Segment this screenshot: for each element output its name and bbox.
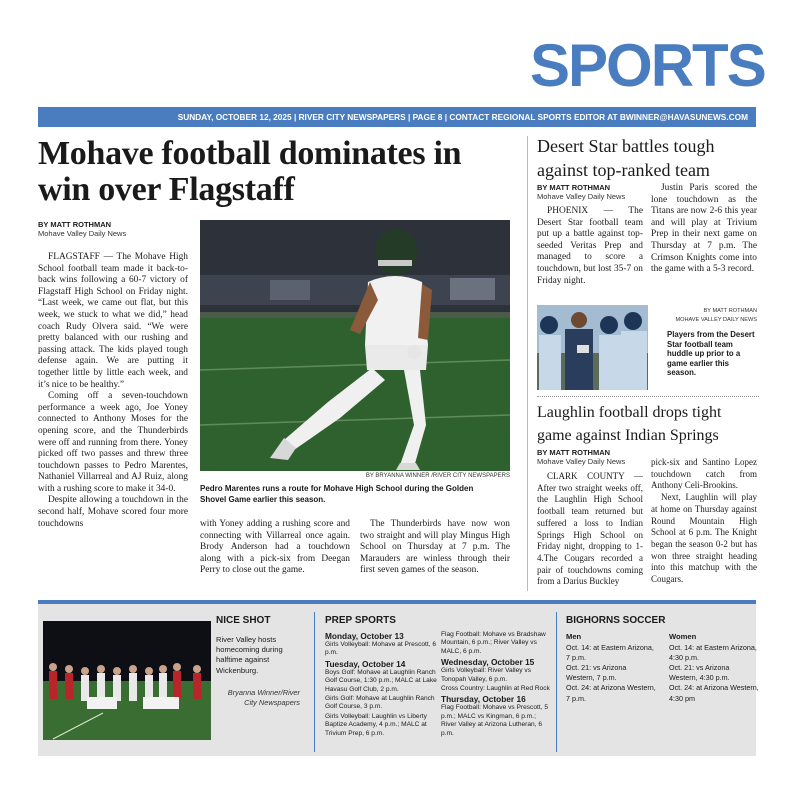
side-story-2-text-3: Next, Laughlin will play at home on Thursday against Round Mountain High School at 6 p.m. The Knight began the season 0-2 but has won three straight heading into this matchup with the Cougars.: [651, 492, 757, 585]
main-story-column-1: [38, 252, 188, 530]
main-photo-football-player: [200, 220, 510, 471]
soccer-game: Oct. 24: at Arizona Western, 7 p.m.: [566, 683, 656, 703]
side-story-1-column-1: [537, 206, 643, 287]
prep-event: Girls Golf: Mohave at Laughlin Ranch Golf Course, 3 p.m.: [325, 695, 435, 711]
side-story-1-text-2: Justin Paris scored the lone touchdown as the Titans are now 2-6 this year and will play at Trivium Prep in their next game on Thursday at 7 p.m. The Crimson Knights come into the game with a 5-3 record.: [651, 183, 757, 275]
side-story-2-affiliation: Mohave Valley Daily News: [537, 457, 626, 466]
prep-event: Flag Football: Mohave vs Prescott, 5 p.m.; MALC vs Kingman, 6 p.m.; River Valley at Arizona Lutheran, 6 p.m.: [441, 704, 549, 737]
side-story-2-byline-block: [537, 448, 647, 466]
prep-event: Girls Volleyball: River Valley vs Tonopah Valley, 6 p.m.: [441, 667, 532, 683]
side-story-1-text-1: PHOENIX — The Desert Star football team put up a battle against top-seeded Veritas Prep and managed to score a touchdown, but lost 35-7 on Friday night.: [537, 206, 643, 286]
side-story-2-byline: BY MATT ROTHMAN: [537, 448, 611, 457]
homecoming-illustration: [43, 621, 211, 740]
soccer-game: Oct. 24: at Arizona Western, 4:30 pm: [669, 683, 759, 703]
nice-shot-title: NICE SHOT: [216, 615, 271, 626]
side-story-1-byline: BY MATT ROTHMAN: [537, 183, 611, 192]
bighorns-soccer-title: BIGHORNS SOCCER: [566, 615, 666, 626]
date-banner: SUNDAY, OCTOBER 12, 2025 | RIVER CITY NEWSPAPERS | PAGE 8 | CONTACT REGIONAL SPORTS EDITOR AT BWINNER@HAVASUNEWS.COM: [38, 107, 756, 127]
prep-event: Girls Volleyball: Mohave at Prescott, 6 p.m.: [325, 641, 437, 657]
prep-event: Flag Football: Mohave vs Bradshaw Mountain, 6 p.m.; River Valley vs MALC, 6 p.m.: [441, 631, 546, 655]
soccer-men-column: [566, 632, 656, 704]
soccer-men-label: Men: [566, 632, 582, 641]
prep-day-heading: Thursday, October 16: [441, 694, 526, 705]
prep-sports-column-2: [441, 631, 553, 739]
soccer-women-label: Women: [669, 632, 697, 641]
main-story-column-2: [200, 519, 350, 577]
side-divider: [537, 396, 759, 397]
side-story-2-column-2: [651, 457, 757, 586]
prep-day-heading: Monday, October 13: [325, 631, 404, 641]
main-column-2-text: with Yoney adding a rushing score and connecting with Villarreal once again. Brody Anderson had a touchdown along with a pick-six from Deegan Perry to close out the game.: [200, 519, 350, 576]
side-story-1-headline: Desert Star battles tough against top-ranked team: [537, 136, 715, 180]
soccer-game: Oct. 14: at Eastern Arizona, 7 p.m.: [566, 643, 654, 663]
column-divider: [527, 136, 528, 591]
prep-event: Girls Volleyball: Laughlin vs Liberty Baptize Academy, 4 p.m.; MALC at Trivium Prep, 6 p.m.: [325, 712, 427, 737]
main-paragraph-1: FLAGSTAFF — The Mohave High School football team made it back-to-back wins following a 60-7 victory of Flagstaff High School on Friday night. “Last week, we came out flat, but this week, we stuck to what we did,” head coach Rudy Olvera said. “We were pretty balanced with our rushing and passing attack. The kids played tough defense again. We are putting it together little by little each week, and it’s nice to be healthy.”: [38, 252, 188, 390]
main-photo-credit: BY BRYANNA WINNER /RIVER CITY NEWSPAPERS: [365, 473, 510, 479]
section-masthead: SPORTS: [530, 32, 765, 99]
side-story-2-text-2: pick-six and Santino Lopez touchdown catch from Anthony Celi-Brookins.: [651, 457, 757, 491]
main-column-3-text: The Thunderbirds have now won two straight and will play Mingus High School on Thursday at 7 p.m. The Marauders are winless through their first seven games of the season.: [360, 519, 510, 576]
side-story-1-byline-block: [537, 183, 647, 201]
side-photo-caption: Players from the Desert Star football team huddle up prior to a game earlier this season.: [667, 330, 755, 378]
main-byline: BY MATT ROTHMAN: [38, 220, 112, 229]
soccer-women-column: [669, 632, 759, 704]
bottom-divider-1: [314, 612, 315, 752]
side-story-2-headline: Laughlin football drops tight game against Indian Springs: [537, 404, 722, 444]
prep-day-heading: Wednesday, October 15: [441, 657, 535, 668]
football-player-illustration: [200, 220, 510, 471]
main-byline-block: [38, 220, 188, 238]
nice-shot-credit: Bryanna Winner/River City Newspapers: [227, 688, 300, 707]
main-photo-caption: Pedro Marentes runs a route for Mohave High School during the Golden Shovel Game earlier this season.: [200, 484, 474, 504]
main-paragraph-3: Despite allowing a touchdown in the second half, Mohave scored four more touchdowns: [38, 495, 188, 529]
main-story-column-3: [360, 519, 510, 577]
soccer-game: Oct. 21: vs Arizona Western, 7 p.m.: [566, 663, 627, 683]
side-photo-credit: [651, 307, 757, 325]
prep-event: Cross Country: Laughlin at Red Rock: [441, 685, 550, 693]
main-headline: Mohave football dominates in win over Flagstaff: [38, 135, 462, 208]
side-story-2-column-1: [537, 471, 643, 588]
prep-day-heading: Tuesday, October 14: [325, 658, 406, 669]
side-story-1-column-2: [651, 183, 757, 276]
main-affiliation: Mohave Valley Daily News: [38, 229, 127, 238]
nice-shot-photo: [43, 621, 211, 740]
nice-shot-text: River Valley hosts homecoming during halftime against Wickenburg.: [216, 635, 283, 675]
prep-event: Boys Golf: Mohave at Laughlin Ranch Golf Course, 1:30 p.m.; MALC at Lake Havasu Golf Club, 2 p.m.: [325, 668, 437, 693]
main-paragraph-2: Coming off a seven-touchdown performance a week ago, Joe Yoney connected to Anthony Moses for the opening score, and the Thunderbirds were off and running from there. Yoney picked off two passes and threw three touchdown passes to Pedro Marentes, Nathaniel Villarreal and AJ Ruiz, along with a rushing score to make it 34-0.: [38, 391, 188, 494]
side-story-2-text-1: CLARK COUNTY — After two straight weeks off, the Laughlin High School football team returned but suffered a loss to Indian Springs High School on Friday night, dropping to 1-4.The Cougars recorded a pair of touchdowns coming from a Darius Buckley: [537, 471, 643, 587]
soccer-game: Oct. 21: vs Arizona Western, 4:30 p.m.: [669, 663, 730, 683]
side-photo-huddle: [537, 305, 648, 390]
bottom-info-strip: [38, 600, 759, 756]
huddle-illustration: [537, 305, 648, 390]
prep-sports-title: PREP SPORTS: [325, 615, 396, 626]
side-story-1-affiliation: Mohave Valley Daily News: [537, 192, 626, 201]
soccer-game: Oct. 14: at Eastern Arizona, 4:30 p.m.: [669, 643, 757, 663]
bottom-divider-2: [556, 612, 557, 752]
side-photo-credit-line-1: BY MATT ROTHMAN: [703, 308, 757, 314]
side-photo-credit-line-2: MOHAVE VALLEY DAILY NEWS: [675, 317, 757, 323]
prep-sports-column-1: [325, 631, 437, 739]
